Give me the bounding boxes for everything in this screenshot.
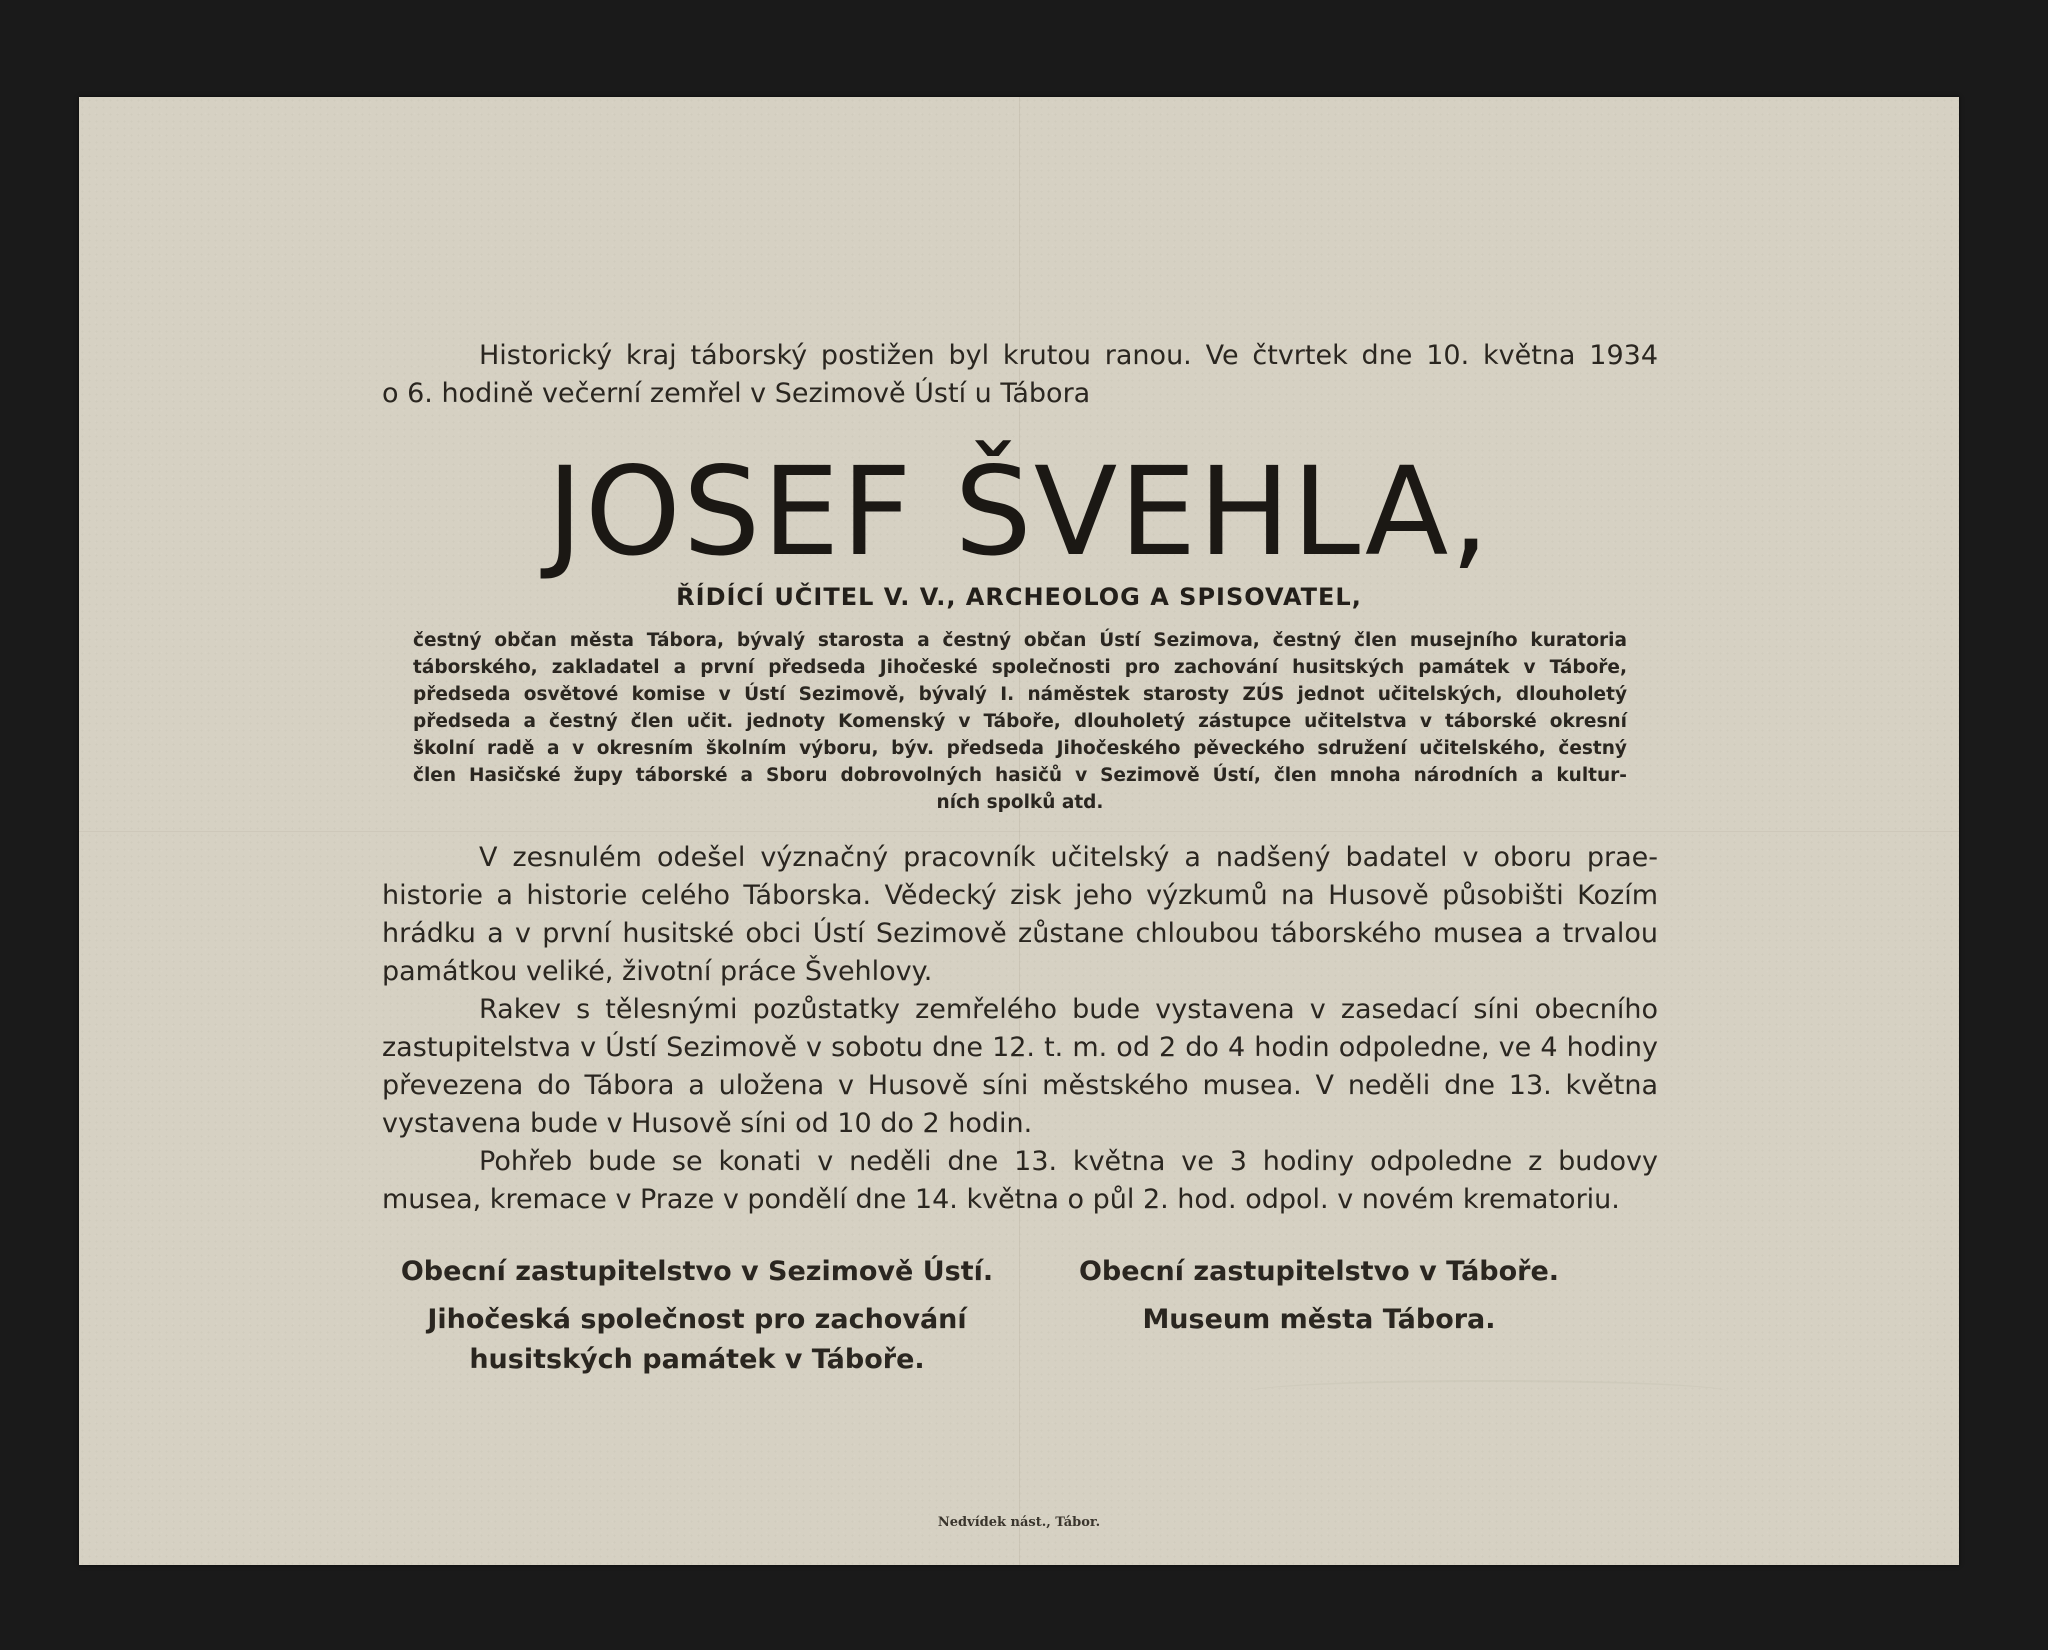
printer-imprint: Nedvídek nást., Tábor.: [937, 1515, 1101, 1530]
signatory-jihoceska-spolecnost-cont: husitských památek v Táboře.: [469, 1344, 925, 1375]
signatory-sezimovo-usti: Obecní zastupitelstvo v Sezimově Ústí.: [400, 1256, 994, 1287]
honors-line: táborského, zakladatel a první předseda Jihočeské společnosti pro zachování husitských památek v Táboře,: [413, 657, 1627, 678]
intro-line-1: Historický kraj táborský postižen byl krutou ranou. Ve čtvrtek dne 10. května 1934: [479, 340, 1658, 371]
honors-line: školní radě a v okresním školním výboru, býv. předseda Jihočeského pěveckého sdružení učitelského, čestný: [413, 738, 1627, 759]
paragraph-legacy: V zesnulém odešel význačný pracovník učitelský a nadšený badatel v oboru prae-historie a historie celého Táborska. Vědecký zisk jeho výzkumů na Husově působišti Kozím hrádku a v první husitské obci Ústí Sezimově zůstane chloubou táborského musea a trvalou památkou veliké, životní práce Švehlovy.: [382, 842, 1658, 987]
honors-line: předseda a čestný člen učit. jednoty Komenský v Táboře, dlouholetý zástupce učitelstva v táborské okresní: [413, 711, 1627, 732]
obituary-sheet: [79, 97, 1959, 1565]
signatory-jihoceska-spolecnost: Jihočeská společnost pro zachování: [427, 1304, 967, 1335]
intro-paragraph: [382, 337, 1658, 413]
signatory-tabor: Obecní zastupitelstvo v Táboře.: [1078, 1256, 1560, 1287]
signatory-museum: Museum města Tábora.: [1142, 1304, 1496, 1335]
horizontal-fold-line: [79, 831, 1959, 832]
deceased-name: JOSEF ŠVEHLA,: [546, 441, 1492, 583]
deceased-title: ŘÍDÍCÍ UČITEL V. V., ARCHEOLOG A SPISOVATEL,: [676, 583, 1362, 611]
signatories-left: [382, 1252, 1012, 1380]
main-text: [382, 839, 1658, 1219]
honors-line: předseda osvětové komise v Ústí Sezimově, bývalý I. náměstek starosty ZÚS jednot učitelských, dlouholetý: [413, 684, 1627, 705]
signatories-right: [1059, 1252, 1579, 1340]
honors-line: čestný občan města Tábora, bývalý starosta a čestný občan Ústí Sezimova, čestný člen musejního kuratoria: [413, 630, 1627, 651]
honors-line: člen Hasičské župy táborské a Sboru dobrovolných hasičů v Sezimově Ústí, člen mnoha národních a kultur-: [413, 765, 1627, 786]
paragraph-funeral: Pohřeb bude se konati v neděli dne 13. května ve 3 hodiny odpoledne z budovy musea, kremace v Praze v pondělí dne 14. května o půl 2. hod. odpol. v novém krematoriu.: [382, 1146, 1658, 1215]
paragraph-lying-in-state: Rakev s tělesnými pozůstatky zemřelého bude vystavena v zasedací síni obecního zastupitelstva v Ústí Sezimově v sobotu dne 12. t. m. od 2 do 4 hodin odpoledne, ve 4 hodiny převezena do Tábora a uložena v Husově síni městského musea. V neděli dne 13. května vystavena bude v Husově síni od 10 do 2 hodin.: [382, 994, 1658, 1139]
honors-line: ních spolků atd.: [936, 792, 1104, 813]
paper-smudge: [1249, 1380, 1729, 1404]
honors-list: [413, 627, 1627, 816]
intro-line-2: o 6. hodině večerní zemřel v Sezimově Ústí u Tábora: [382, 378, 1091, 409]
